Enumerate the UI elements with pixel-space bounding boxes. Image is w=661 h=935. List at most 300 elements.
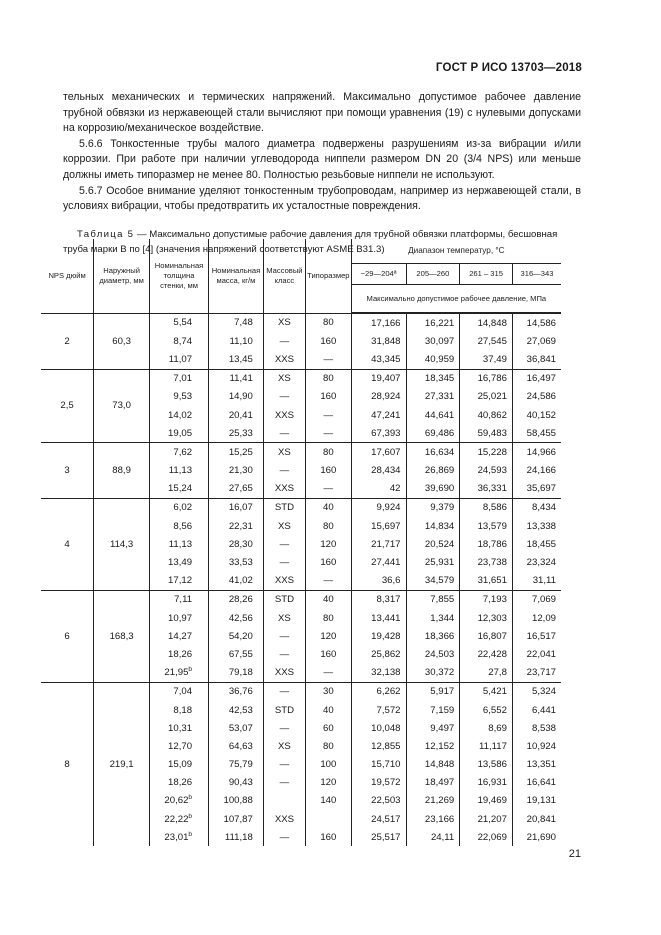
cell-size: 80	[305, 313, 351, 332]
cell-mass: 42,53	[209, 701, 264, 719]
cell-pressure: 31,11	[532, 575, 556, 587]
cell-pressure: 27,441	[351, 553, 406, 571]
cell-pressure: 27,069	[526, 335, 556, 347]
cell-mass-class: XXS	[263, 572, 305, 591]
cell-size: 80	[305, 369, 351, 388]
wall-value: 12,70	[168, 740, 193, 752]
cell-wall-thickness	[150, 553, 209, 571]
cell-pressure: 43,345	[351, 350, 406, 369]
paragraph-5-6-7: 5.6.7 Особое внимание уделяют тонкостенным трубопроводам, например из нержавеющей стали, в условиях вибрации, чтобы предотвратить их усталостные повреждения.	[63, 184, 581, 213]
cell-wall-thickness	[150, 462, 209, 480]
cell-pressure: 24,593	[460, 462, 513, 480]
cell-mass: 100,88	[209, 792, 264, 810]
cell-nps: 2	[41, 313, 94, 369]
cell-wall-thickness	[150, 682, 209, 701]
header-nps: NPS дюйм	[41, 239, 94, 313]
cell-pressure: 47,241	[351, 406, 406, 424]
cell-pressure: 6,262	[351, 682, 406, 701]
cell-mass-class: XS	[263, 369, 305, 388]
cell-pressure: 18,786	[460, 535, 513, 553]
cell-mass-class: XXS	[263, 810, 305, 828]
cell-mass-class: STD	[263, 590, 305, 609]
cell-wall-thickness	[150, 443, 209, 462]
cell-wall-thickness	[150, 774, 209, 792]
body-text	[63, 90, 581, 215]
cell-mass-class: XS	[263, 609, 305, 627]
header-max-pressure: Максимально допустимое рабочее давление, МПа	[351, 285, 561, 314]
header-wall-thickness: Номинальная толщина стенки, мм	[150, 239, 209, 313]
cell-mass-class: —	[263, 828, 305, 846]
cell-pressure: 20,524	[406, 535, 460, 553]
cell-size: 40	[305, 590, 351, 609]
cell-mass: 20,41	[209, 406, 264, 424]
cell-pressure: 22,069	[460, 828, 513, 846]
footnote-marker: b	[188, 812, 193, 820]
cell-mass: 53,07	[209, 719, 264, 737]
cell-pressure: 19,572	[351, 774, 406, 792]
cell-mass: 90,43	[209, 774, 264, 792]
cell-pressure: 7,572	[351, 701, 406, 719]
cell-mass: 75,79	[209, 756, 264, 774]
cell-pressure: 24,166	[526, 465, 556, 477]
cell-wall-thickness	[150, 313, 209, 332]
cell-pressure: 9,379	[406, 498, 460, 517]
cell-pressure: 13,586	[460, 756, 513, 774]
cell-pressure: 58,455	[526, 427, 556, 439]
cell-pressure: 10,924	[526, 740, 556, 752]
cell-size: 80	[305, 737, 351, 755]
wall-value: 14,02	[168, 409, 193, 421]
cell-pressure: 5,917	[406, 682, 460, 701]
wall-value: 6,02	[173, 502, 193, 514]
cell-pressure: 13,338	[526, 520, 556, 532]
wall-value: 10,31	[168, 722, 193, 734]
table-row	[41, 498, 561, 517]
cell-size: 60	[305, 719, 351, 737]
cell-mass-class: —	[263, 627, 305, 645]
cell-mass: 111,18	[209, 828, 264, 846]
header-mass-class: Массовый класс	[263, 239, 305, 313]
cell-pressure: 5,421	[460, 682, 513, 701]
cell-pressure: 14,834	[406, 517, 460, 535]
cell-pressure: 7,855	[406, 590, 460, 609]
cell-pressure: 16,807	[460, 627, 513, 645]
cell-mass: 11,41	[209, 369, 264, 388]
cell-mass: 16,07	[209, 498, 264, 517]
cell-pressure: 16,931	[460, 774, 513, 792]
cell-size: 140	[305, 792, 351, 810]
wall-value: 23,01	[164, 831, 189, 843]
cell-wall-thickness	[150, 332, 209, 350]
cell-pressure: 28,434	[351, 462, 406, 480]
cell-wall-thickness	[150, 810, 209, 828]
cell-pressure: 44,641	[406, 406, 460, 424]
wall-value: 10,97	[168, 612, 193, 624]
cell-wall-thickness	[150, 664, 209, 683]
cell-pressure: 13,351	[526, 759, 556, 771]
cell-size: 30	[305, 682, 351, 701]
cell-size: —	[305, 664, 351, 683]
table-caption-label: Таблица 5	[77, 229, 135, 240]
cell-mass: 13,45	[209, 350, 264, 369]
cell-size: —	[305, 572, 351, 591]
wall-value: 14,27	[168, 630, 193, 642]
cell-pressure: 8,538	[531, 722, 556, 734]
table-row	[41, 369, 561, 388]
cell-pressure: 11,117	[460, 737, 513, 755]
cell-pressure: 12,152	[406, 737, 460, 755]
cell-pressure: 40,152	[526, 409, 556, 421]
cell-pressure: 14,586	[526, 317, 556, 329]
cell-pressure: 24,11	[406, 828, 460, 846]
cell-pressure: 8,434	[512, 498, 561, 517]
cell-mass: 21,30	[209, 462, 264, 480]
cell-mass-class: —	[263, 462, 305, 480]
cell-size: —	[305, 350, 351, 369]
cell-nps: 2,5	[41, 369, 94, 443]
cell-pressure: 23,324	[526, 557, 556, 569]
cell-pressure: 12,855	[351, 737, 406, 755]
cell-mass: 25,33	[209, 424, 264, 443]
cell-mass: 42,56	[209, 609, 264, 627]
cell-size: 120	[305, 535, 351, 553]
cell-pressure: 14,848	[460, 313, 513, 332]
cell-pressure: 21,690	[526, 831, 556, 843]
cell-size	[305, 810, 351, 828]
cell-mass-class: —	[263, 388, 305, 406]
cell-pressure: 35,697	[526, 483, 556, 495]
header-temp-2: 205—260	[406, 264, 460, 285]
cell-wall-thickness	[150, 590, 209, 609]
wall-value: 15,09	[168, 759, 193, 771]
cell-pressure: 36,6	[351, 572, 406, 591]
cell-mass-class: —	[263, 332, 305, 350]
cell-mass: 54,20	[209, 627, 264, 645]
cell-wall-thickness	[150, 517, 209, 535]
cell-size: —	[305, 480, 351, 499]
cell-pressure: 21,269	[406, 792, 460, 810]
wall-value: 11,13	[168, 538, 193, 550]
wall-value: 18,26	[168, 648, 193, 660]
cell-mass-class: XXS	[263, 480, 305, 499]
cell-mass: 22,31	[209, 517, 264, 535]
cell-pressure: 1,344	[406, 609, 460, 627]
cell-pressure: 40,862	[460, 406, 513, 424]
cell-pressure: 15,710	[351, 756, 406, 774]
cell-mass-class: —	[263, 424, 305, 443]
cell-mass-class: XXS	[263, 406, 305, 424]
cell-pressure: 16,641	[526, 777, 556, 789]
header-temperature-range: Диапазон температур, °С	[351, 239, 561, 264]
cell-pressure: 36,331	[460, 480, 513, 499]
cell-pressure: 23,738	[460, 553, 513, 571]
cell-pressure: 22,428	[460, 645, 513, 663]
cell-pressure: 32,138	[351, 664, 406, 683]
cell-wall-thickness	[150, 424, 209, 443]
cell-pressure: 31,651	[460, 572, 513, 591]
cell-pressure: 26,869	[406, 462, 460, 480]
table-row	[41, 443, 561, 462]
cell-pressure: 17,607	[351, 443, 406, 462]
cell-pressure: 37,49	[460, 350, 513, 369]
wall-value: 17,12	[168, 575, 193, 587]
wall-value: 7,11	[174, 594, 193, 606]
cell-size: 160	[305, 462, 351, 480]
cell-pressure: 24,586	[526, 391, 556, 403]
cell-pressure: 9,497	[406, 719, 460, 737]
cell-wall-thickness	[150, 627, 209, 645]
wall-value: 7,62	[173, 446, 193, 458]
cell-pressure: 17,166	[351, 313, 406, 332]
wall-value: 15,24	[168, 483, 193, 495]
cell-pressure: 30,097	[406, 332, 460, 350]
wall-value: 13,49	[168, 557, 193, 569]
cell-mass-class: XXS	[263, 350, 305, 369]
cell-pressure: 20,841	[526, 813, 556, 825]
cell-pressure: 21,207	[460, 810, 513, 828]
wall-value: 5,54	[173, 317, 193, 329]
cell-wall-thickness	[150, 406, 209, 424]
cell-mass-class: STD	[263, 701, 305, 719]
cell-mass: 64,63	[209, 737, 264, 755]
cell-wall-thickness	[150, 701, 209, 719]
cell-pressure: 19,131	[526, 795, 556, 807]
table-body	[41, 313, 561, 846]
cell-nps: 4	[41, 498, 94, 590]
cell-mass-class: —	[263, 682, 305, 701]
table-row	[41, 682, 561, 701]
wall-value: 7,01	[173, 373, 193, 385]
cell-wall-thickness	[150, 388, 209, 406]
cell-outer-diameter: 73,0	[94, 369, 150, 443]
cell-pressure: 22,041	[526, 648, 556, 660]
cell-pressure: 16,517	[526, 630, 556, 642]
cell-pressure: 24,517	[351, 810, 406, 828]
wall-value: 18,26	[168, 777, 193, 789]
header-outer-diameter: Наружный диаметр, мм	[94, 239, 150, 313]
cell-pressure: 67,393	[351, 424, 406, 443]
cell-outer-diameter: 88,9	[94, 443, 150, 499]
wall-value: 8,18	[173, 704, 193, 716]
cell-pressure: 27,8	[460, 664, 513, 683]
cell-mass-class: STD	[263, 498, 305, 517]
cell-pressure: 23,166	[406, 810, 460, 828]
header-size: Типоразмер	[305, 239, 351, 313]
cell-nps: 3	[41, 443, 94, 499]
cell-mass: 79,18	[209, 664, 264, 683]
cell-size: 160	[305, 645, 351, 663]
cell-pressure: 13,441	[351, 609, 406, 627]
cell-size: 40	[305, 701, 351, 719]
cell-wall-thickness	[150, 350, 209, 369]
cell-mass-class: XS	[263, 517, 305, 535]
cell-size: 120	[305, 627, 351, 645]
cell-pressure: 59,483	[460, 424, 513, 443]
cell-wall-thickness	[150, 535, 209, 553]
cell-pressure: 18,497	[406, 774, 460, 792]
cell-mass-class: XS	[263, 443, 305, 462]
cell-size: —	[305, 406, 351, 424]
cell-pressure: 40,959	[406, 350, 460, 369]
cell-mass-class: —	[263, 774, 305, 792]
document-header: ГОСТ Р ИСО 13703—2018	[435, 62, 582, 74]
wall-value: 20,62	[164, 795, 189, 807]
cell-mass-class: —	[263, 645, 305, 663]
cell-mass: 28,26	[209, 590, 264, 609]
cell-pressure: 27,545	[460, 332, 513, 350]
wall-value: 11,13	[168, 465, 193, 477]
cell-wall-thickness	[150, 645, 209, 663]
cell-wall-thickness	[150, 792, 209, 810]
cell-pressure: 24,503	[406, 645, 460, 663]
cell-wall-thickness	[150, 609, 209, 627]
cell-mass: 14,90	[209, 388, 264, 406]
cell-mass-class: XXS	[263, 664, 305, 683]
cell-size: 160	[305, 553, 351, 571]
cell-pressure: 21,717	[351, 535, 406, 553]
cell-pressure: 9,924	[351, 498, 406, 517]
cell-outer-diameter: 114,3	[94, 498, 150, 590]
cell-mass-class: XS	[263, 737, 305, 755]
cell-pressure: 16,221	[406, 313, 460, 332]
cell-mass: 67,55	[209, 645, 264, 663]
cell-wall-thickness	[150, 480, 209, 499]
wall-value: 21,95	[164, 667, 189, 679]
cell-pressure: 15,228	[460, 443, 513, 462]
cell-pressure: 28,924	[351, 388, 406, 406]
cell-pressure: 7,159	[406, 701, 460, 719]
cell-pressure: 6,552	[460, 701, 513, 719]
cell-pressure: 31,848	[351, 332, 406, 350]
cell-pressure: 15,697	[351, 517, 406, 535]
cell-pressure: 8,586	[460, 498, 513, 517]
paragraph-5-6-6: 5.6.6 Тонкостенные трубы малого диаметра подвержены разрушениям из-за вибрации и/или коррозии. При работе при наличии углеводорода ниппели размером DN 20 (3/4 NPS) или меньше должны иметь типоразмер не менее 80. Полностью резьбовые ниппели не используют.	[63, 137, 581, 181]
cell-pressure: 25,517	[351, 828, 406, 846]
cell-wall-thickness	[150, 737, 209, 755]
paragraph-continuation: тельных механических и термических напряжений. Максимально допустимое рабочее давление трубной обвязки из нержавеющей стали вычисляют при помощи уравнения (19) с нулевыми допусками на коррозию/механическое воздействие.	[63, 91, 581, 135]
wall-value: 19,05	[168, 427, 193, 439]
cell-pressure: 42	[351, 480, 406, 499]
cell-wall-thickness	[150, 719, 209, 737]
cell-wall-thickness	[150, 828, 209, 846]
cell-pressure: 18,345	[406, 369, 460, 388]
cell-mass: 36,76	[209, 682, 264, 701]
cell-outer-diameter: 168,3	[94, 590, 150, 682]
header-mass: Номинальная масса, кг/м	[209, 239, 264, 313]
cell-pressure: 12,303	[460, 609, 513, 627]
cell-pressure: 14,966	[512, 443, 561, 462]
cell-pressure: 30,372	[406, 664, 460, 683]
footnote-marker: b	[188, 830, 193, 838]
pressure-table	[41, 239, 561, 846]
wall-value: 8,56	[173, 520, 193, 532]
cell-pressure: 19,469	[460, 792, 513, 810]
cell-mass: 15,25	[209, 443, 264, 462]
wall-value: 11,07	[168, 353, 193, 365]
cell-pressure: 14,848	[406, 756, 460, 774]
cell-mass-class: —	[263, 553, 305, 571]
cell-nps: 8	[41, 682, 94, 846]
cell-pressure: 34,579	[406, 572, 460, 591]
cell-outer-diameter: 219,1	[94, 682, 150, 846]
cell-nps: 6	[41, 590, 94, 682]
cell-mass: 27,65	[209, 480, 264, 499]
footnote-marker: b	[188, 665, 193, 673]
cell-size: 120	[305, 774, 351, 792]
cell-mass-class: XS	[263, 313, 305, 332]
cell-wall-thickness	[150, 498, 209, 517]
cell-size: 80	[305, 609, 351, 627]
cell-mass: 28,30	[209, 535, 264, 553]
cell-pressure: 19,428	[351, 627, 406, 645]
cell-size: 80	[305, 517, 351, 535]
cell-mass: 107,87	[209, 810, 264, 828]
cell-pressure: 25,931	[406, 553, 460, 571]
cell-size: 160	[305, 332, 351, 350]
wall-value: 22,22	[164, 813, 189, 825]
cell-outer-diameter: 60,3	[94, 313, 150, 369]
cell-pressure: 5,324	[512, 682, 561, 701]
cell-pressure: 36,841	[526, 353, 556, 365]
header-temp-4: 316—343	[512, 264, 561, 285]
cell-pressure: 23,717	[526, 667, 556, 679]
cell-wall-thickness	[150, 572, 209, 591]
header-temp-1: −29—204ª	[351, 264, 406, 285]
cell-pressure: 16,786	[460, 369, 513, 388]
cell-size: 100	[305, 756, 351, 774]
cell-pressure: 25,862	[351, 645, 406, 663]
cell-pressure: 69,486	[406, 424, 460, 443]
cell-size: 40	[305, 498, 351, 517]
cell-pressure: 16,497	[512, 369, 561, 388]
cell-pressure: 8,69	[460, 719, 513, 737]
wall-value: 8,74	[173, 335, 193, 347]
cell-pressure: 6,441	[531, 704, 556, 716]
cell-pressure: 18,366	[406, 627, 460, 645]
table-row	[41, 590, 561, 609]
cell-size: 80	[305, 443, 351, 462]
header-temp-3: 261 – 315	[460, 264, 513, 285]
table-caption-text: — Максимально допустимые рабочие давления для трубной обвязки платформы, бесшовная труба марки В по [4] (значения напряжений соответствуют ASME B31.3)	[63, 229, 558, 255]
wall-value: 9,53	[173, 391, 193, 403]
footnote-marker: b	[188, 794, 193, 802]
cell-mass: 7,48	[209, 313, 264, 332]
cell-pressure: 13,579	[460, 517, 513, 535]
cell-mass: 41,02	[209, 572, 264, 591]
cell-pressure: 12,09	[531, 612, 556, 624]
table-row	[41, 313, 561, 332]
cell-wall-thickness	[150, 756, 209, 774]
cell-pressure: 39,690	[406, 480, 460, 499]
cell-mass-class	[263, 792, 305, 810]
cell-pressure: 7,069	[512, 590, 561, 609]
cell-pressure: 27,331	[406, 388, 460, 406]
cell-mass: 11,10	[209, 332, 264, 350]
cell-mass: 33,53	[209, 553, 264, 571]
cell-pressure: 10,048	[351, 719, 406, 737]
wall-value: 7,04	[173, 686, 193, 698]
cell-pressure: 25,021	[460, 388, 513, 406]
cell-pressure: 22,503	[351, 792, 406, 810]
cell-pressure: 18,455	[526, 538, 556, 550]
cell-size: 160	[305, 388, 351, 406]
cell-size: 160	[305, 828, 351, 846]
cell-mass-class: —	[263, 535, 305, 553]
cell-size: —	[305, 424, 351, 443]
page-number: 21	[568, 848, 581, 860]
cell-wall-thickness	[150, 369, 209, 388]
cell-pressure: 19,407	[351, 369, 406, 388]
